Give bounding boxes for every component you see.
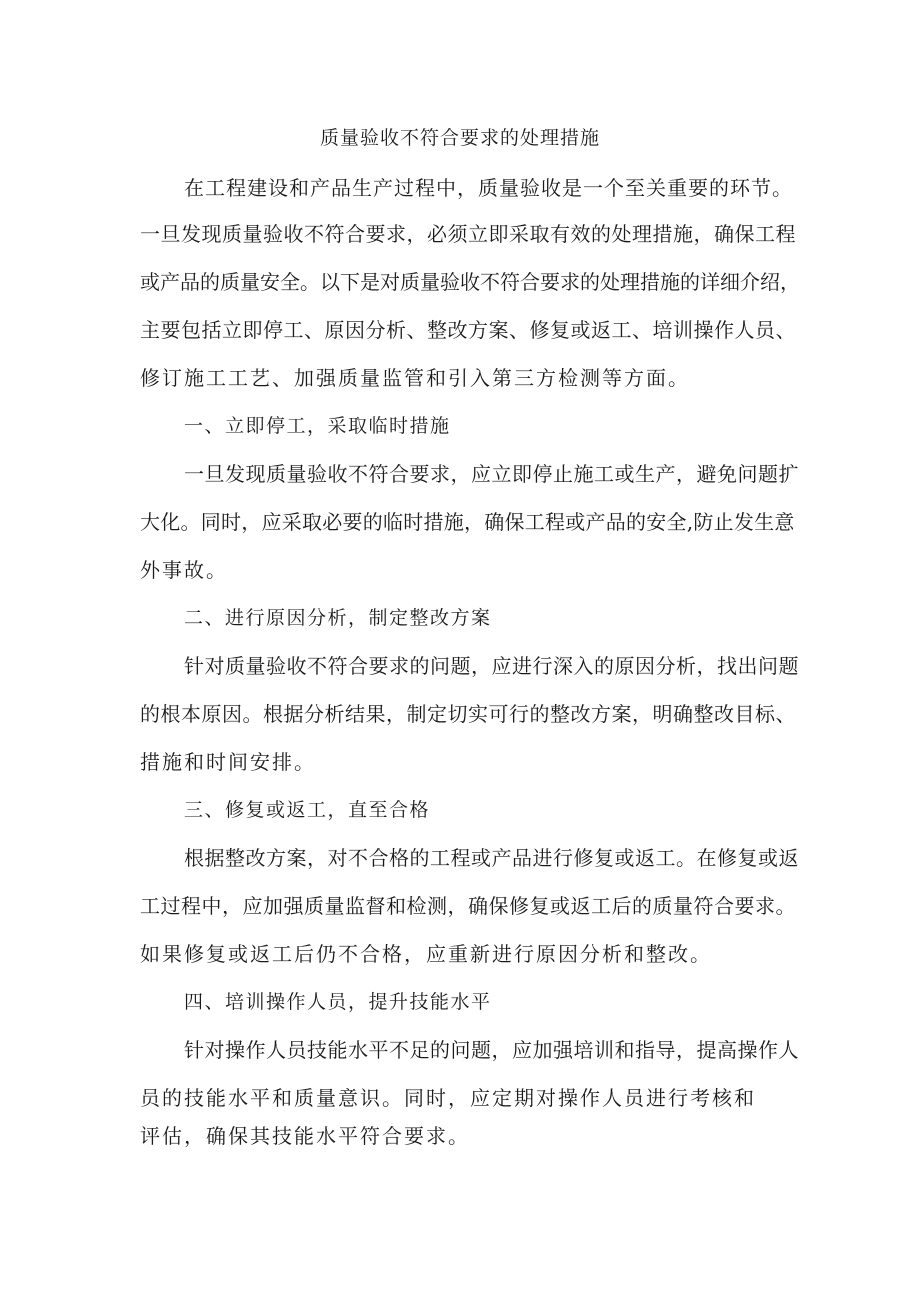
intro-line-2: 一旦发现质量验收不符合要求，必须立即采取有效的处理措施，确保工程 <box>140 222 796 246</box>
intro-line-4: 主要包括立即停工、原因分析、整改方案、修复或返工、培训操作人员、 <box>140 318 796 342</box>
section-4-line-1: 针对操作人员技能水平不足的问题，应加强培训和指导，提高操作人 <box>184 1038 799 1062</box>
section-3-heading: 三、修复或返工，直至合格 <box>184 799 431 821</box>
section-3-line-1: 根据整改方案，对不合格的工程或产品进行修复或返工。在修复或返 <box>184 846 799 870</box>
intro-line-1: 在工程建设和产品生产过程中，质量验收是一个至关重要的环节。 <box>184 176 793 200</box>
section-2-heading: 二、进行原因分析，制定整改方案 <box>184 607 492 629</box>
section-1-line-1: 一旦发现质量验收不符合要求，应立即停止施工或生产，避免问题扩 <box>184 462 799 486</box>
section-4-line-3: 评估，确保其技能水平符合要求。 <box>140 1124 470 1148</box>
section-1-line-3: 外事故。 <box>140 558 228 582</box>
section-3-line-3: 如果修复或返工后仍不合格，应重新进行原因分析和整改。 <box>140 942 712 966</box>
section-2-line-3: 措施和时间安排。 <box>140 750 316 774</box>
section-1-heading: 一、立即停工，采取临时措施 <box>184 415 451 437</box>
section-4-line-2: 员的技能水平和质量意识。同时，应定期对操作人员进行考核和 <box>140 1086 756 1110</box>
document-title: 质量验收不符合要求的处理措施 <box>319 127 600 149</box>
intro-line-5: 修订施工工艺、加强质量监管和引入第三方检测等方面。 <box>140 366 690 390</box>
section-4-heading: 四、培训操作人员，提升技能水平 <box>184 991 492 1013</box>
section-3-line-2: 工过程中，应加强质量监督和检测，确保修复或返工后的质量符合要求。 <box>140 894 796 918</box>
section-2-line-2: 的根本原因。根据分析结果，制定切实可行的整改方案，明确整改目标、 <box>140 702 796 726</box>
section-1-line-2: 大化。同时，应采取必要的临时措施，确保工程或产品的安全,防止发生意 <box>140 510 795 534</box>
section-2-line-1: 针对质量验收不符合要求的问题，应进行深入的原因分析，找出问题 <box>184 654 799 678</box>
intro-line-3: 或产品的质量安全。以下是对质量验收不符合要求的处理措施的详细介绍， <box>140 270 800 294</box>
